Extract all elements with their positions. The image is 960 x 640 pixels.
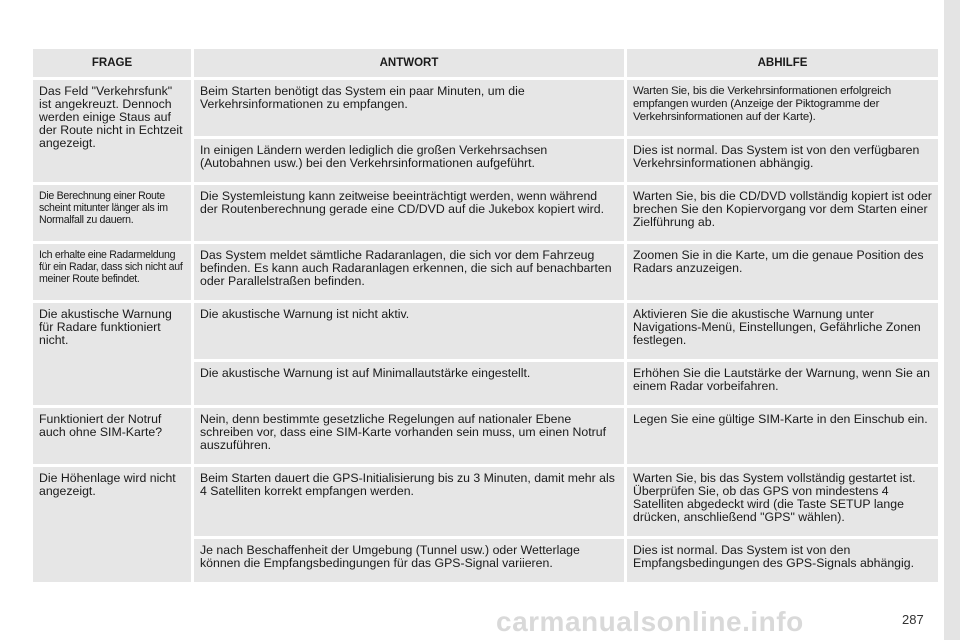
answer-cell: Je nach Beschaffenheit der Umgebung (Tunnel usw.) oder Wetterlage können die Empfangsbedingungen für das GPS-Signal variieren. xyxy=(194,539,624,582)
remedy-cell: Zoomen Sie in die Karte, um die genaue Position des Radars anzuzeigen. xyxy=(627,244,938,300)
remedy-cell: Legen Sie eine gültige SIM-Karte in den Einschub ein. xyxy=(627,408,938,464)
table-row xyxy=(33,303,938,359)
remedy-cell: Dies ist normal. Das System ist von den verfügbaren Verkehrsinformationen abhängig. xyxy=(627,139,938,182)
remedy-cell: Warten Sie, bis die Verkehrsinformationen erfolgreich empfangen wurden (Anzeige der Piktogramme der Verkehrsinformationen auf der Karte). xyxy=(627,80,938,136)
question-cell: Funktioniert der Notruf auch ohne SIM-Karte? xyxy=(33,408,191,464)
table-row xyxy=(33,244,938,300)
question-cell: Ich erhalte eine Radarmeldung für ein Radar, dass sich nicht auf meiner Route befindet. xyxy=(33,244,191,300)
answer-cell: Die Systemleistung kann zeitweise beeinträchtigt werden, wenn während der Routenberechnung gerade eine CD/DVD auf die Jukebox kopiert wird. xyxy=(194,185,624,241)
remedy-cell: Warten Sie, bis die CD/DVD vollständig kopiert ist oder brechen Sie den Kopiervorgang vor dem Starten einer Zielführung ab. xyxy=(627,185,938,241)
answer-cell: Die akustische Warnung ist nicht aktiv. xyxy=(194,303,624,359)
question-cell: Das Feld "Verkehrsfunk" ist angekreuzt. Dennoch werden einige Staus auf der Route nicht in Echtzeit angezeigt. xyxy=(33,80,191,182)
table-row xyxy=(33,185,938,241)
page-number: 287 xyxy=(902,612,924,627)
remedy-cell: Aktivieren Sie die akustische Warnung unter Navigations-Menü, Einstellungen, Gefährliche Zonen festlegen. xyxy=(627,303,938,359)
answer-cell: Nein, denn bestimmte gesetzliche Regelungen auf nationaler Ebene schreiben vor, dass eine SIM-Karte vorhanden sein muss, um einen Notruf auszuführen. xyxy=(194,408,624,464)
remedy-cell: Dies ist normal. Das System ist von den Empfangsbedingungen des GPS-Signals abhängig. xyxy=(627,539,938,582)
table-row xyxy=(33,408,938,464)
table-row xyxy=(33,467,938,536)
remedy-cell: Warten Sie, bis das System vollständig gestartet ist. Überprüfen Sie, ob das GPS von mindestens 4 Satelliten abgedeckt wird (die Taste SETUP lange drücken, anschließend "GPS" wählen). xyxy=(627,467,938,536)
page-edge-bar xyxy=(944,0,960,640)
header-frage: FRAGE xyxy=(33,49,191,77)
question-cell: Die Höhenlage wird nicht angezeigt. xyxy=(33,467,191,582)
table-header-row xyxy=(33,49,938,77)
answer-cell: Das System meldet sämtliche Radaranlagen, die sich vor dem Fahrzeug befinden. Es kann auch Radaranlagen erkennen, die sich auf benachbarten oder Parallelstraßen befinden. xyxy=(194,244,624,300)
header-abhilfe: ABHILFE xyxy=(627,49,938,77)
question-cell: Die Berechnung einer Route scheint mitunter länger als im Normalfall zu dauern. xyxy=(33,185,191,241)
question-cell: Die akustische Warnung für Radare funktioniert nicht. xyxy=(33,303,191,405)
table-row xyxy=(33,80,938,136)
answer-cell: Beim Starten benötigt das System ein paar Minuten, um die Verkehrsinformationen zu empfangen. xyxy=(194,80,624,136)
faq-table xyxy=(30,46,941,585)
remedy-cell: Erhöhen Sie die Lautstärke der Warnung, wenn Sie an einem Radar vorbeifahren. xyxy=(627,362,938,405)
answer-cell: Die akustische Warnung ist auf Minimallautstärke eingestellt. xyxy=(194,362,624,405)
header-antwort: ANTWORT xyxy=(194,49,624,77)
watermark: carmanualsonline.info xyxy=(496,606,804,637)
answer-cell: Beim Starten dauert die GPS-Initialisierung bis zu 3 Minuten, damit mehr als 4 Satelliten korrekt empfangen werden. xyxy=(194,467,624,536)
answer-cell: In einigen Ländern werden lediglich die großen Verkehrsachsen (Autobahnen usw.) bei den Verkehrsinformationen aufgeführt. xyxy=(194,139,624,182)
